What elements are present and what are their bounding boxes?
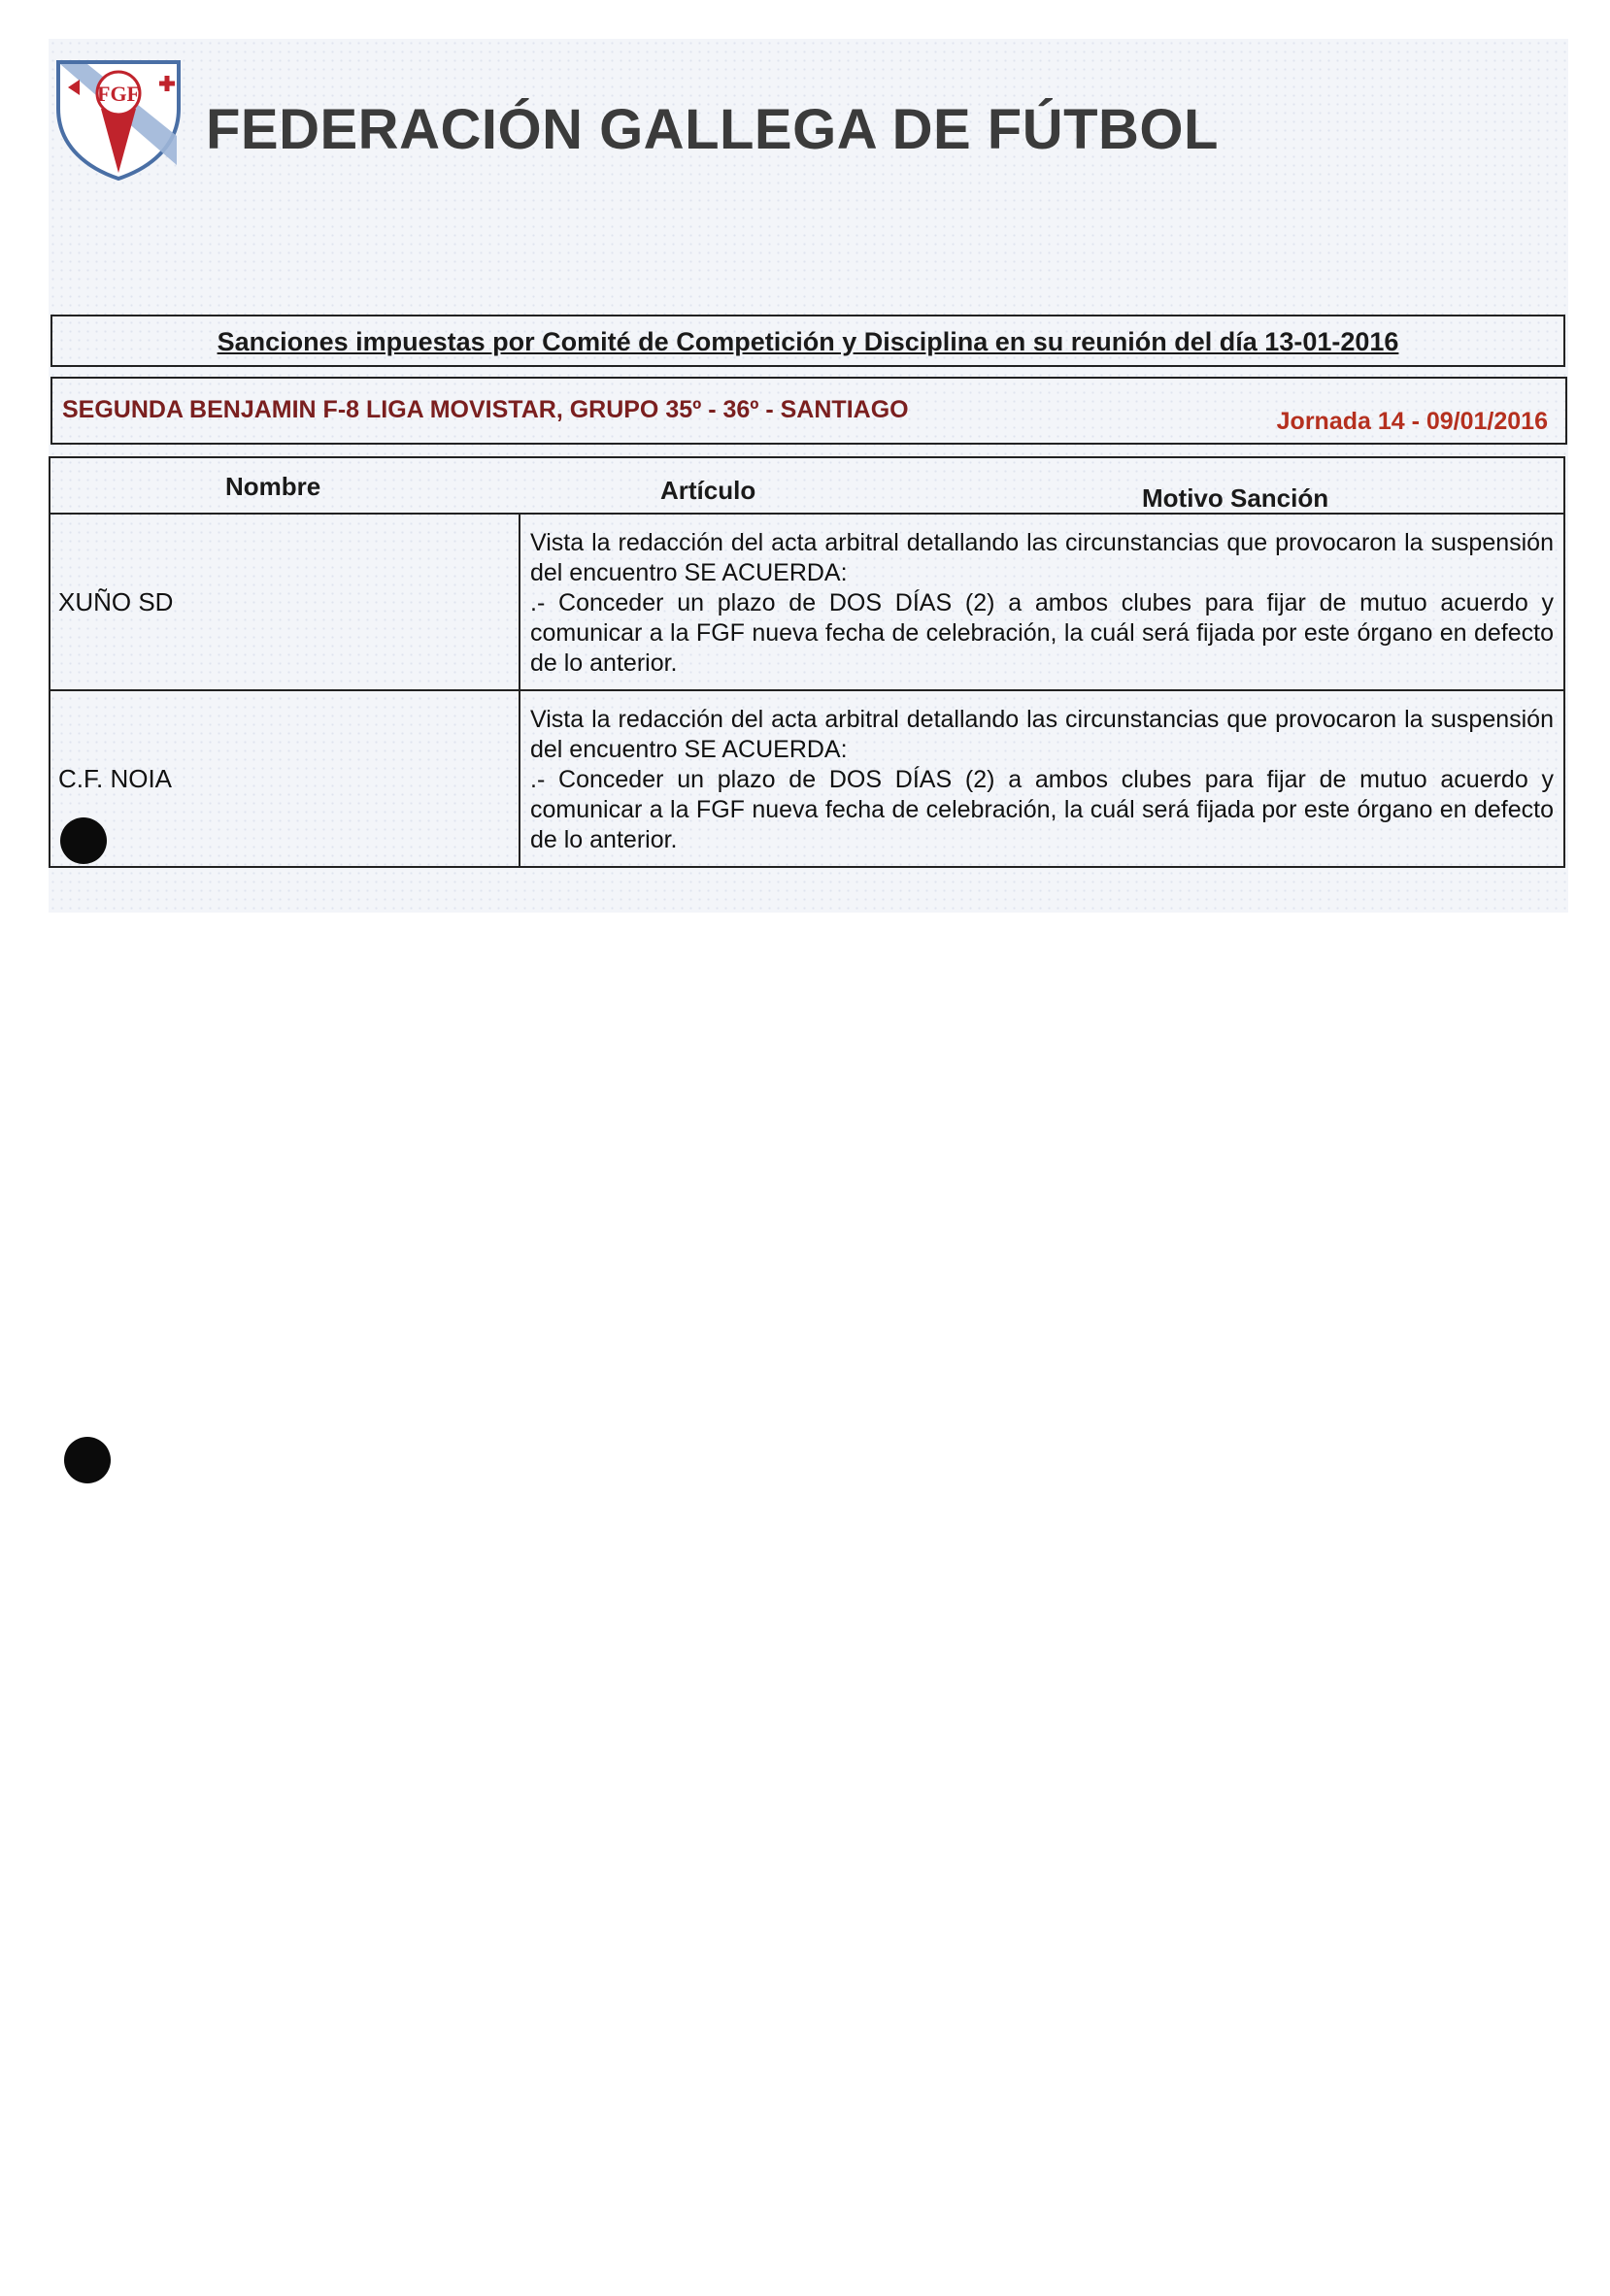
header-articulo: Artículo bbox=[660, 476, 756, 505]
jornada-date: Jornada 14 - 09/01/2016 bbox=[1276, 408, 1548, 435]
header-motivo: Motivo Sanción bbox=[1142, 483, 1329, 513]
sanctions-table bbox=[49, 456, 1565, 868]
punch-hole-mark bbox=[64, 1437, 111, 1483]
sanction-paragraph: .- Conceder un plazo de DOS DÍAS (2) a ambos clubes para fijar de mutuo acuerdo y comunicar a la FGF nueva fecha de celebración, la cuál será fijada por este órgano en defecto de lo anterior. bbox=[530, 588, 1554, 677]
fgf-crest-logo bbox=[54, 58, 183, 181]
sanction-text bbox=[520, 514, 1564, 690]
sanction-paragraph: Vista la redacción del acta arbitral detallando las circunstancias que provocaron la suspensión del encuentro SE ACUERDA: bbox=[530, 705, 1554, 763]
organization-title: FEDERACIÓN GALLEGA DE FÚTBOL bbox=[206, 98, 1219, 161]
table-row bbox=[50, 514, 1564, 690]
header-nombre: Nombre bbox=[225, 472, 321, 501]
league-name: SEGUNDA BENJAMIN F-8 LIGA MOVISTAR, GRUPO 35º - 36º - SANTIAGO bbox=[62, 396, 909, 423]
club-name: C.F. NOIA bbox=[50, 690, 520, 867]
document-title-box bbox=[50, 315, 1565, 367]
table-header bbox=[50, 457, 1564, 514]
sanction-paragraph: .- Conceder un plazo de DOS DÍAS (2) a ambos clubes para fijar de mutuo acuerdo y comunicar a la FGF nueva fecha de celebración, la cuál será fijada por este órgano en defecto de lo anterior. bbox=[530, 765, 1554, 853]
table-header-row bbox=[50, 457, 1564, 514]
table-row bbox=[50, 690, 1564, 867]
league-box bbox=[50, 377, 1567, 445]
document-title: Sanciones impuestas por Comité de Competición y Disciplina en su reunión del día 13-01-2016 bbox=[217, 327, 1399, 356]
club-name: XUÑO SD bbox=[50, 514, 520, 690]
sanction-paragraph: Vista la redacción del acta arbitral detallando las circunstancias que provocaron la suspensión del encuentro SE ACUERDA: bbox=[530, 528, 1554, 586]
sanction-text bbox=[520, 690, 1564, 867]
punch-hole-mark bbox=[60, 817, 107, 864]
logo-lettering: FGF bbox=[97, 82, 140, 106]
